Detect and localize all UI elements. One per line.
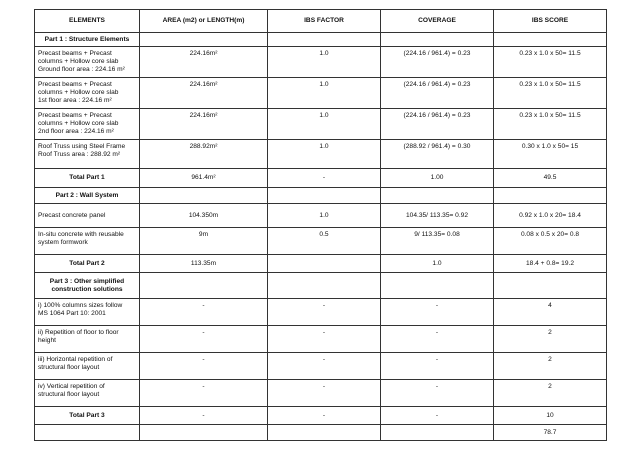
total-row-part3	[35, 407, 607, 425]
factor-cell: -	[268, 326, 381, 353]
coverage-cell: (224.16 / 961.4) = 0.23	[381, 78, 494, 109]
table-row	[35, 299, 607, 326]
ibs-score-table	[34, 9, 607, 441]
total-factor: -	[268, 407, 381, 425]
area-cell: -	[140, 353, 268, 380]
element-cell: i) 100% columns sizes follow MS 1064 Part 10: 2001	[35, 299, 140, 326]
section-title-part1: Part 1 : Structure Elements	[35, 33, 140, 47]
factor-cell: 1.0	[268, 47, 381, 78]
factor-cell: 1.0	[268, 204, 381, 228]
total-coverage: -	[381, 407, 494, 425]
grand-total-row	[35, 425, 607, 441]
score-cell: 0.23 x 1.0 x 50= 11.5	[494, 109, 607, 140]
table-row	[35, 140, 607, 169]
total-score: 18.4 + 0.8= 19.2	[494, 255, 607, 273]
score-cell: 4	[494, 299, 607, 326]
header-elements: ELEMENTS	[35, 10, 140, 33]
coverage-cell: 104.35/ 113.35= 0.92	[381, 204, 494, 228]
total-score: 49.5	[494, 169, 607, 188]
factor-cell: 0.5	[268, 228, 381, 255]
header-factor: IBS FACTOR	[268, 10, 381, 33]
area-cell: 288.92m²	[140, 140, 268, 169]
table-row	[35, 204, 607, 228]
header-score: IBS SCORE	[494, 10, 607, 33]
total-area: 113.35m	[140, 255, 268, 273]
total-row-part2	[35, 255, 607, 273]
score-cell: 2	[494, 326, 607, 353]
element-cell: Roof Truss using Steel Frame Roof Truss area : 288.92 m²	[35, 140, 140, 169]
total-label: Total Part 3	[35, 407, 140, 425]
section-title-part3: Part 3 : Other simplified construction solutions	[35, 273, 140, 299]
section-row-part2	[35, 188, 607, 204]
total-coverage: 1.00	[381, 169, 494, 188]
total-area: 961.4m²	[140, 169, 268, 188]
coverage-cell: (288.92 / 961.4) = 0.30	[381, 140, 494, 169]
total-label: Total Part 1	[35, 169, 140, 188]
area-cell: 104.350m	[140, 204, 268, 228]
element-cell: Precast beams + Precast columns + Hollow core slab 1st floor area : 224.16 m²	[35, 78, 140, 109]
total-label: Total Part 2	[35, 255, 140, 273]
header-area: AREA (m2) or LENGTH(m)	[140, 10, 268, 33]
factor-cell: -	[268, 380, 381, 407]
score-cell: 0.30 x 1.0 x 50= 15	[494, 140, 607, 169]
total-row-part1	[35, 169, 607, 188]
area-cell: 224.16m²	[140, 109, 268, 140]
score-cell: 0.92 x 1.0 x 20= 18.4	[494, 204, 607, 228]
header-coverage: COVERAGE	[381, 10, 494, 33]
area-cell: 224.16m²	[140, 47, 268, 78]
score-cell: 2	[494, 353, 607, 380]
area-cell: 9m	[140, 228, 268, 255]
table-row	[35, 353, 607, 380]
area-cell: -	[140, 380, 268, 407]
table-row	[35, 78, 607, 109]
factor-cell: 1.0	[268, 78, 381, 109]
element-cell: Precast concrete panel	[35, 204, 140, 228]
coverage-cell: (224.16 / 961.4) = 0.23	[381, 109, 494, 140]
header-row	[35, 10, 607, 33]
factor-cell: -	[268, 299, 381, 326]
element-cell: iii) Horizontal repetition of structural floor layout	[35, 353, 140, 380]
element-cell: iv) Vertical repetition of structural floor layout	[35, 380, 140, 407]
section-row-part3	[35, 273, 607, 299]
factor-cell: -	[268, 353, 381, 380]
section-row-part1	[35, 33, 607, 47]
coverage-cell: -	[381, 353, 494, 380]
total-area: -	[140, 407, 268, 425]
total-score: 10	[494, 407, 607, 425]
table-row	[35, 326, 607, 353]
coverage-cell: 9/ 113.35= 0.08	[381, 228, 494, 255]
coverage-cell: (224.16 / 961.4) = 0.23	[381, 47, 494, 78]
score-cell: 2	[494, 380, 607, 407]
area-cell: -	[140, 299, 268, 326]
area-cell: -	[140, 326, 268, 353]
coverage-cell: -	[381, 326, 494, 353]
grand-total-score: 78.7	[494, 425, 607, 441]
element-cell: ii) Repetition of floor to floor height	[35, 326, 140, 353]
total-coverage: 1.0	[381, 255, 494, 273]
factor-cell: 1.0	[268, 140, 381, 169]
score-cell: 0.23 x 1.0 x 50= 11.5	[494, 78, 607, 109]
coverage-cell: -	[381, 380, 494, 407]
table-row	[35, 109, 607, 140]
area-cell: 224.16m²	[140, 78, 268, 109]
coverage-cell: -	[381, 299, 494, 326]
score-cell: 0.08 x 0.5 x 20= 0.8	[494, 228, 607, 255]
table-row	[35, 380, 607, 407]
table-row	[35, 228, 607, 255]
section-title-part2: Part 2 : Wall System	[35, 188, 140, 204]
score-cell: 0.23 x 1.0 x 50= 11.5	[494, 47, 607, 78]
total-factor: -	[268, 169, 381, 188]
table-row	[35, 47, 607, 78]
element-cell: Precast beams + Precast columns + Hollow core slab Ground floor area : 224.16 m²	[35, 47, 140, 78]
element-cell: Precast beams + Precast columns + Hollow core slab 2nd floor area : 224.16 m²	[35, 109, 140, 140]
factor-cell: 1.0	[268, 109, 381, 140]
element-cell: In-situ concrete with reusable system formwork	[35, 228, 140, 255]
